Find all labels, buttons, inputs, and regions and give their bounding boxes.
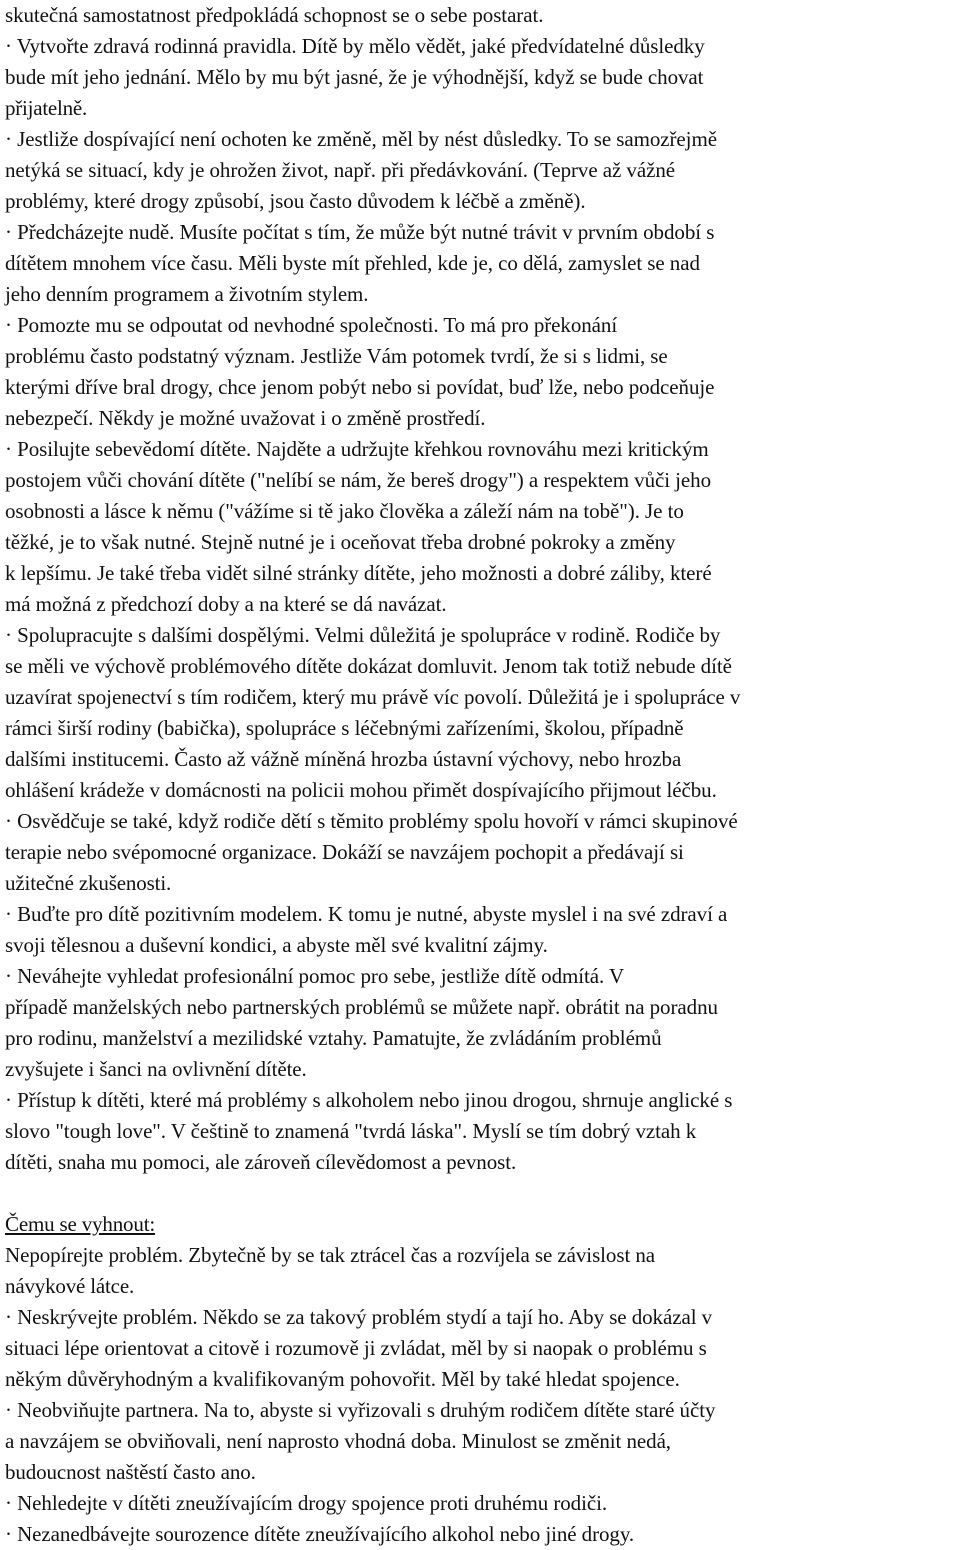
text-line: přijatelně. — [5, 96, 87, 120]
text-line: skutečná samostatnost předpokládá schopnost se o sebe postarat. — [5, 3, 544, 27]
text-line: svoji tělesnou a duševní kondici, a abyste měl své kvalitní zájmy. — [5, 933, 548, 957]
text-line: · Předcházejte nudě. Musíte počítat s tím, že může být nutné trávit v prvním období s — [5, 220, 715, 244]
text-line: kterými dříve bral drogy, chce jenom pobýt nebo si povídat, buď lže, nebo podceňuje — [5, 375, 715, 399]
text-line: problému často podstatný význam. Jestliže Vám potomek tvrdí, že si s lidmi, se — [5, 344, 668, 368]
text-line: dalšími institucemi. Často až vážně míněná hrozba ústavní výchovy, nebo hrozba — [5, 747, 682, 771]
text-line: k lepšímu. Je také třeba vidět silné stránky dítěte, jeho možnosti a dobré záliby, které — [5, 561, 712, 585]
text-line: slovo "tough love". V češtině to znamená "tvrdá láska". Myslí se tím dobrý vztah k — [5, 1119, 697, 1143]
text-line: Nepopírejte problém. Zbytečně by se tak ztrácel čas a rozvíjela se závislost na — [5, 1243, 656, 1267]
text-line: a navzájem se obviňovali, není naprosto vhodná doba. Minulost se změnit nedá, — [5, 1429, 671, 1453]
paragraph-gap — [5, 1178, 957, 1209]
text-line: dítěti, snaha mu pomoci, ale zároveň cílevědomost a pevnost. — [5, 1150, 517, 1174]
text-line: pro rodinu, manželství a mezilidské vztahy. Pamatujte, že zvládáním problémů — [5, 1026, 662, 1050]
text-line: dítětem mnohem více času. Měli byste mít přehled, kde je, co dělá, zamyslet se nad — [5, 251, 700, 275]
text-line: někým důvěryhodným a kvalifikovaným pohovořit. Měl by také hledat spojence. — [5, 1367, 680, 1391]
text-line: situaci lépe orientovat a citově i rozumově ji zvládat, měl by si naopak o problému s — [5, 1336, 707, 1360]
text-line: · Pomozte mu se odpoutat od nevhodné společnosti. To má pro překonání — [5, 313, 618, 337]
text-line: · Spolupracujte s dalšími dospělými. Velmi důležitá je spolupráce v rodině. Rodiče by — [5, 623, 721, 647]
document-body-part2 — [5, 1240, 957, 1550]
text-line: se měli ve výchově problémového dítěte dokázat domluvit. Jenom tak totiž nebude dítě — [5, 654, 732, 678]
text-line: · Přístup k dítěti, které má problémy s alkoholem nebo jinou drogou, shrnuje anglické s — [5, 1088, 733, 1112]
text-line: zvyšujete i šanci na ovlivnění dítěte. — [5, 1057, 307, 1081]
text-line: · Osvědčuje se také, když rodiče dětí s těmito problémy spolu hovoří v rámci skupinové — [5, 809, 738, 833]
text-line: · Neskrývejte problém. Někdo se za takový problém stydí a tají ho. Aby se dokázal v — [5, 1305, 713, 1329]
text-line: osobnosti a lásce k němu ("vážíme si tě jako člověka a záleží nám na tobě"). Je to — [5, 499, 684, 523]
text-line: · Jestliže dospívající není ochoten ke změně, měl by nést důsledky. To se samozřejmě — [5, 127, 717, 151]
document-body-part1 — [5, 0, 957, 1178]
text-line: má možná z předchozí doby a na které se dá navázat. — [5, 592, 447, 616]
text-line: · Buďte pro dítě pozitivním modelem. K tomu je nutné, abyste myslel i na své zdraví a — [5, 902, 728, 926]
text-line: · Vytvořte zdravá rodinná pravidla. Dítě by mělo vědět, jaké předvídatelné důsledky — [5, 34, 705, 58]
text-line: terapie nebo svépomocné organizace. Dokáží se navzájem pochopit a předávají si — [5, 840, 684, 864]
text-line: nebezpečí. Někdy je možné uvažovat i o změně prostředí. — [5, 406, 486, 430]
text-line: · Neobviňujte partnera. Na to, abyste si vyřizovali s druhým rodičem dítěte staré účty — [5, 1398, 716, 1422]
text-line: případě manželských nebo partnerských problémů se můžete např. obrátit na poradnu — [5, 995, 718, 1019]
text-line: postojem vůči chování dítěte ("nelíbí se nám, že bereš drogy") a respektem vůči jeho — [5, 468, 712, 492]
text-line: netýká se situací, kdy je ohrožen život, např. při předávkování. (Teprve až vážné — [5, 158, 676, 182]
text-line: jeho denním programem a životním stylem. — [5, 282, 369, 306]
text-line: užitečné zkušenosti. — [5, 871, 172, 895]
text-line: · Nezanedbávejte sourozence dítěte zneužívajícího alkohol nebo jiné drogy. — [5, 1522, 635, 1546]
text-line: ohlášení krádeže v domácnosti na policii mohou přimět dospívajícího přijmout léčbu. — [5, 778, 717, 802]
text-line: budoucnost naštěstí často ano. — [5, 1460, 256, 1484]
section-heading: Čemu se vyhnout: — [5, 1212, 156, 1236]
text-line: · Nehledejte v dítěti zneužívajícím drogy spojence proti druhému rodiči. — [5, 1491, 608, 1515]
text-line: bude mít jeho jednání. Mělo by mu být jasné, že je výhodnější, když se bude chovat — [5, 65, 704, 89]
text-line: návykové látce. — [5, 1274, 135, 1298]
text-line: rámci širší rodiny (babička), spolupráce s léčebnými zařízeními, školou, případně — [5, 716, 684, 740]
document-page — [5, 0, 957, 1550]
text-line: uzavírat spojenectví s tím rodičem, který mu právě víc povolí. Důležitá je i spolupráce v — [5, 685, 741, 709]
text-line: · Neváhejte vyhledat profesionální pomoc pro sebe, jestliže dítě odmítá. V — [5, 964, 625, 988]
text-line: · Posilujte sebevědomí dítěte. Najděte a udržujte křehkou rovnováhu mezi kritickým — [5, 437, 709, 461]
text-line: problémy, které drogy způsobí, jsou často důvodem k léčbě a změně). — [5, 189, 586, 213]
text-line: těžké, je to však nutné. Stejně nutné je i oceňovat třeba drobné pokroky a změny — [5, 530, 676, 554]
